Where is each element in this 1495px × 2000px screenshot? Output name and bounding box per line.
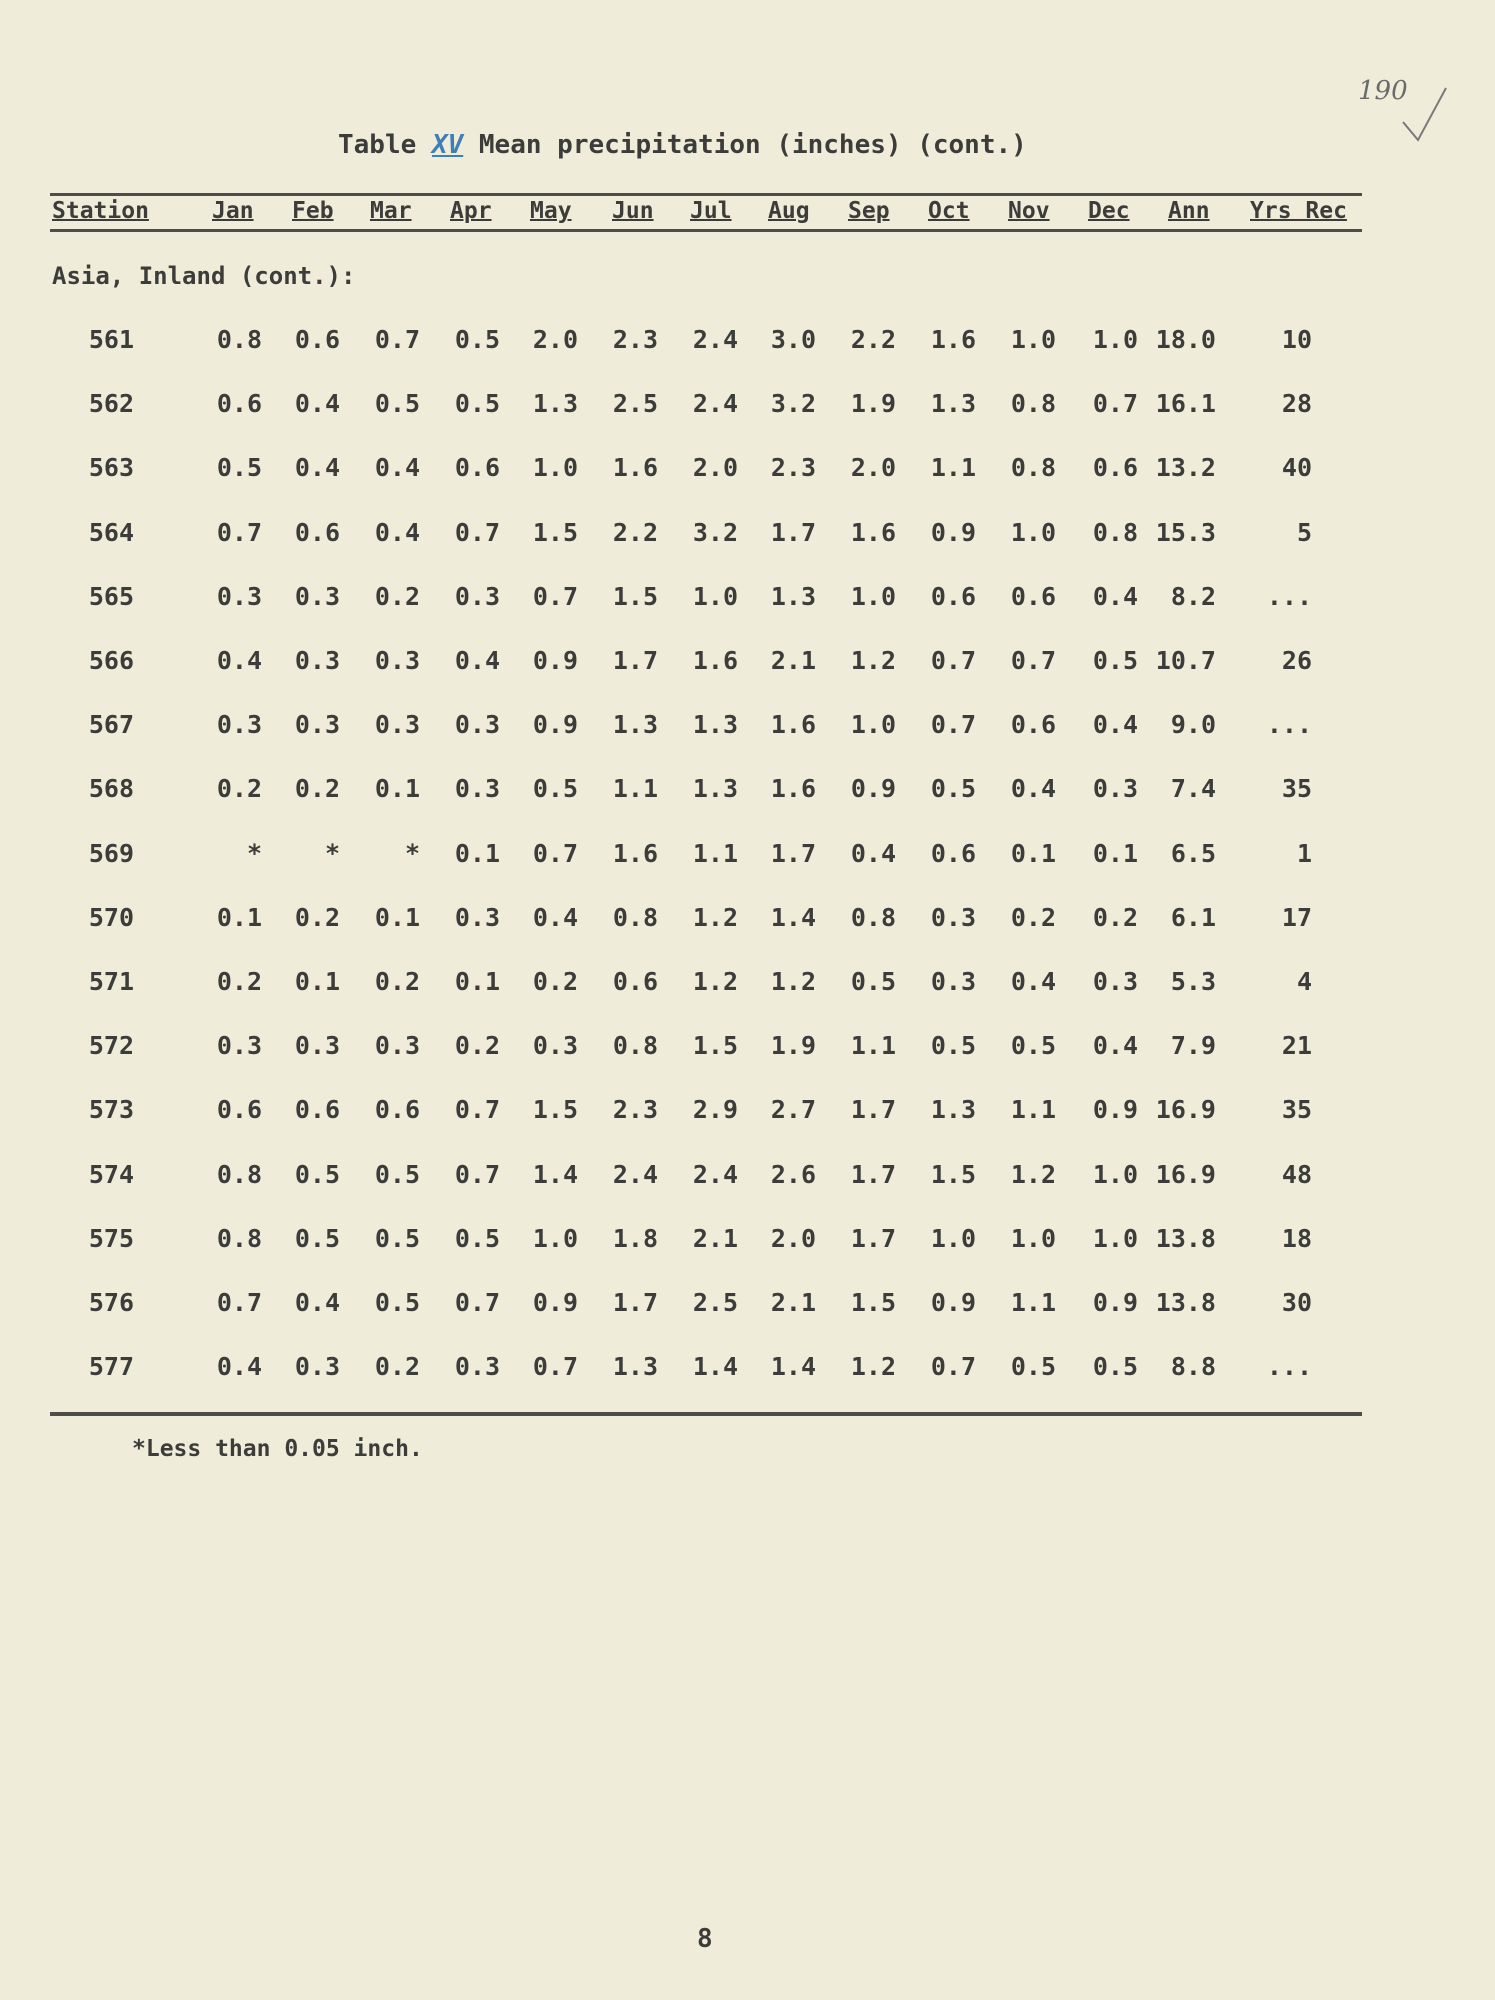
column-header-jul: Jul	[690, 198, 732, 224]
cell-apr: 0.3	[454, 1352, 500, 1381]
cell-ann: 10.7	[1155, 646, 1216, 675]
cell-dec: 1.0	[1092, 1224, 1138, 1253]
column-header-oct: Oct	[928, 198, 970, 224]
cell-ann: 7.4	[1170, 774, 1216, 803]
cell-jul: 1.2	[692, 903, 738, 932]
cell-may: 1.5	[532, 518, 578, 547]
cell-feb: 0.3	[294, 1031, 340, 1060]
cell-jul: 1.2	[692, 967, 738, 996]
cell-nov: 0.8	[1010, 389, 1056, 418]
cell-may: 0.4	[532, 903, 578, 932]
cell-jun: 1.6	[612, 839, 658, 868]
cell-oct: 0.9	[930, 1288, 976, 1317]
cell-mar: 0.5	[374, 1288, 420, 1317]
cell-sep: 1.7	[850, 1095, 896, 1124]
cell-oct: 0.7	[930, 1352, 976, 1381]
cell-dec: 0.3	[1092, 774, 1138, 803]
cell-apr: 0.7	[454, 1288, 500, 1317]
cell-may: 1.0	[532, 453, 578, 482]
cell-mar: 0.2	[374, 967, 420, 996]
cell-dec: 0.7	[1092, 389, 1138, 418]
cell-mar: 0.1	[374, 903, 420, 932]
cell-yrs-rec: 17	[1281, 903, 1312, 932]
cell-oct: 0.3	[930, 967, 976, 996]
cell-apr: 0.7	[454, 518, 500, 547]
cell-nov: 1.2	[1010, 1160, 1056, 1189]
cell-apr: 0.3	[454, 582, 500, 611]
cell-aug: 2.3	[770, 453, 816, 482]
cell-jun: 2.3	[612, 1095, 658, 1124]
cell-nov: 0.4	[1010, 967, 1056, 996]
cell-station: 577	[88, 1352, 134, 1381]
table-title-prefix: Table	[338, 130, 417, 160]
cell-may: 0.7	[532, 1352, 578, 1381]
cell-apr: 0.3	[454, 903, 500, 932]
cell-mar: *	[404, 839, 420, 868]
cell-dec: 0.2	[1092, 903, 1138, 932]
cell-aug: 3.0	[770, 325, 816, 354]
cell-dec: 1.0	[1092, 1160, 1138, 1189]
cell-yrs-rec: ...	[1266, 710, 1312, 739]
cell-ann: 18.0	[1155, 325, 1216, 354]
cell-sep: 0.4	[850, 839, 896, 868]
cell-station: 569	[88, 839, 134, 868]
cell-feb: 0.5	[294, 1224, 340, 1253]
cell-station: 575	[88, 1224, 134, 1253]
cell-apr: 0.6	[454, 453, 500, 482]
cell-may: 0.7	[532, 839, 578, 868]
footnote: *Less than 0.05 inch.	[132, 1436, 423, 1462]
cell-jun: 1.7	[612, 646, 658, 675]
cell-jun: 1.3	[612, 1352, 658, 1381]
cell-sep: 1.6	[850, 518, 896, 547]
cell-feb: 0.4	[294, 389, 340, 418]
cell-jul: 2.4	[692, 389, 738, 418]
cell-feb: 0.1	[294, 967, 340, 996]
cell-may: 0.2	[532, 967, 578, 996]
cell-jul: 2.4	[692, 1160, 738, 1189]
cell-nov: 0.6	[1010, 710, 1056, 739]
cell-oct: 1.0	[930, 1224, 976, 1253]
cell-mar: 0.3	[374, 1031, 420, 1060]
cell-feb: 0.6	[294, 1095, 340, 1124]
column-header-feb: Feb	[292, 198, 334, 224]
cell-jul: 1.1	[692, 839, 738, 868]
cell-aug: 1.6	[770, 774, 816, 803]
cell-yrs-rec: 10	[1281, 325, 1312, 354]
cell-oct: 0.5	[930, 774, 976, 803]
cell-jun: 1.1	[612, 774, 658, 803]
cell-ann: 16.9	[1155, 1160, 1216, 1189]
cell-aug: 1.4	[770, 903, 816, 932]
cell-mar: 0.5	[374, 1160, 420, 1189]
cell-ann: 7.9	[1170, 1031, 1216, 1060]
cell-aug: 1.3	[770, 582, 816, 611]
column-header-yrs-rec: Yrs Rec	[1250, 198, 1347, 224]
cell-may: 0.7	[532, 582, 578, 611]
cell-nov: 0.1	[1010, 839, 1056, 868]
cell-ann: 6.1	[1170, 903, 1216, 932]
cell-sep: 1.7	[850, 1224, 896, 1253]
cell-mar: 0.4	[374, 518, 420, 547]
cell-aug: 2.0	[770, 1224, 816, 1253]
cell-station: 566	[88, 646, 134, 675]
cell-may: 1.0	[532, 1224, 578, 1253]
cell-aug: 2.1	[770, 646, 816, 675]
column-header-jun: Jun	[612, 198, 654, 224]
cell-jul: 1.3	[692, 710, 738, 739]
cell-feb: 0.5	[294, 1160, 340, 1189]
handwritten-page-mark: 190	[1358, 76, 1408, 106]
cell-mar: 0.3	[374, 646, 420, 675]
cell-jul: 2.0	[692, 453, 738, 482]
cell-ann: 13.8	[1155, 1224, 1216, 1253]
cell-station: 568	[88, 774, 134, 803]
cell-dec: 1.0	[1092, 325, 1138, 354]
table-roman-numeral: XV	[431, 130, 464, 160]
cell-nov: 1.0	[1010, 1224, 1056, 1253]
cell-apr: 0.7	[454, 1160, 500, 1189]
cell-oct: 0.9	[930, 518, 976, 547]
cell-feb: 0.3	[294, 646, 340, 675]
cell-may: 0.9	[532, 1288, 578, 1317]
cell-oct: 1.6	[930, 325, 976, 354]
cell-mar: 0.6	[374, 1095, 420, 1124]
cell-sep: 0.8	[850, 903, 896, 932]
column-header-mar: Mar	[370, 198, 412, 224]
cell-nov: 0.5	[1010, 1352, 1056, 1381]
cell-apr: 0.5	[454, 389, 500, 418]
cell-sep: 1.0	[850, 710, 896, 739]
cell-aug: 1.6	[770, 710, 816, 739]
cell-mar: 0.1	[374, 774, 420, 803]
cell-yrs-rec: 30	[1281, 1288, 1312, 1317]
page-number: 8	[697, 1924, 713, 1954]
cell-may: 2.0	[532, 325, 578, 354]
cell-dec: 0.3	[1092, 967, 1138, 996]
cell-jul: 1.5	[692, 1031, 738, 1060]
cell-oct: 1.3	[930, 1095, 976, 1124]
column-header-aug: Aug	[768, 198, 810, 224]
cell-aug: 1.4	[770, 1352, 816, 1381]
cell-may: 0.5	[532, 774, 578, 803]
cell-jun: 0.8	[612, 903, 658, 932]
cell-mar: 0.5	[374, 389, 420, 418]
cell-station: 564	[88, 518, 134, 547]
cell-dec: 0.5	[1092, 1352, 1138, 1381]
cell-jan: 0.7	[216, 518, 262, 547]
cell-jan: 0.8	[216, 1160, 262, 1189]
cell-jan: 0.1	[216, 903, 262, 932]
cell-jun: 2.4	[612, 1160, 658, 1189]
cell-jul: 3.2	[692, 518, 738, 547]
cell-ann: 5.3	[1170, 967, 1216, 996]
cell-feb: 0.3	[294, 1352, 340, 1381]
cell-apr: 0.5	[454, 1224, 500, 1253]
cell-jan: 0.2	[216, 774, 262, 803]
table-header-row	[0, 198, 1495, 228]
cell-dec: 0.4	[1092, 582, 1138, 611]
cell-jul: 2.1	[692, 1224, 738, 1253]
cell-station: 567	[88, 710, 134, 739]
column-header-nov: Nov	[1008, 198, 1050, 224]
cell-mar: 0.2	[374, 1352, 420, 1381]
cell-jan: 0.6	[216, 1095, 262, 1124]
cell-jan: 0.4	[216, 1352, 262, 1381]
cell-yrs-rec: 21	[1281, 1031, 1312, 1060]
cell-aug: 2.1	[770, 1288, 816, 1317]
cell-sep: 1.5	[850, 1288, 896, 1317]
cell-sep: 1.0	[850, 582, 896, 611]
cell-dec: 0.9	[1092, 1288, 1138, 1317]
cell-nov: 1.1	[1010, 1095, 1056, 1124]
cell-may: 0.9	[532, 646, 578, 675]
cell-nov: 0.4	[1010, 774, 1056, 803]
cell-apr: 0.1	[454, 967, 500, 996]
cell-jan: 0.2	[216, 967, 262, 996]
table-bottom-rule	[50, 1412, 1362, 1416]
cell-jan: 0.3	[216, 710, 262, 739]
cell-sep: 0.5	[850, 967, 896, 996]
column-header-sep: Sep	[848, 198, 890, 224]
cell-aug: 3.2	[770, 389, 816, 418]
cell-ann: 16.9	[1155, 1095, 1216, 1124]
cell-sep: 1.9	[850, 389, 896, 418]
cell-apr: 0.7	[454, 1095, 500, 1124]
cell-apr: 0.1	[454, 839, 500, 868]
cell-jul: 2.9	[692, 1095, 738, 1124]
cell-yrs-rec: ...	[1266, 582, 1312, 611]
cell-dec: 0.5	[1092, 646, 1138, 675]
cell-apr: 0.3	[454, 774, 500, 803]
column-header-may: May	[530, 198, 572, 224]
column-header-dec: Dec	[1088, 198, 1130, 224]
handwritten-check-mark-icon	[1400, 84, 1450, 144]
cell-sep: 0.9	[850, 774, 896, 803]
cell-apr: 0.4	[454, 646, 500, 675]
cell-station: 561	[88, 325, 134, 354]
cell-feb: 0.4	[294, 453, 340, 482]
cell-jun: 2.3	[612, 325, 658, 354]
cell-sep: 1.1	[850, 1031, 896, 1060]
cell-sep: 1.2	[850, 646, 896, 675]
cell-yrs-rec: 26	[1281, 646, 1312, 675]
cell-jan: 0.3	[216, 1031, 262, 1060]
cell-jun: 0.8	[612, 1031, 658, 1060]
cell-jan: 0.6	[216, 389, 262, 418]
cell-mar: 0.5	[374, 1224, 420, 1253]
section-label: Asia, Inland (cont.):	[52, 262, 356, 290]
cell-feb: 0.6	[294, 325, 340, 354]
cell-jan: *	[246, 839, 262, 868]
cell-yrs-rec: 5	[1296, 518, 1312, 547]
cell-yrs-rec: 35	[1281, 1095, 1312, 1124]
cell-oct: 0.5	[930, 1031, 976, 1060]
cell-jan: 0.3	[216, 582, 262, 611]
cell-aug: 1.9	[770, 1031, 816, 1060]
cell-ann: 16.1	[1155, 389, 1216, 418]
cell-yrs-rec: ...	[1266, 1352, 1312, 1381]
cell-nov: 0.8	[1010, 453, 1056, 482]
cell-dec: 0.9	[1092, 1095, 1138, 1124]
cell-may: 1.4	[532, 1160, 578, 1189]
cell-nov: 0.2	[1010, 903, 1056, 932]
cell-jun: 1.8	[612, 1224, 658, 1253]
cell-jan: 0.4	[216, 646, 262, 675]
cell-jan: 0.5	[216, 453, 262, 482]
cell-yrs-rec: 35	[1281, 774, 1312, 803]
cell-feb: 0.2	[294, 903, 340, 932]
cell-station: 565	[88, 582, 134, 611]
cell-jun: 1.3	[612, 710, 658, 739]
cell-dec: 0.4	[1092, 1031, 1138, 1060]
cell-station: 572	[88, 1031, 134, 1060]
cell-ann: 13.2	[1155, 453, 1216, 482]
cell-oct: 0.3	[930, 903, 976, 932]
cell-sep: 1.7	[850, 1160, 896, 1189]
cell-may: 1.3	[532, 389, 578, 418]
cell-sep: 2.2	[850, 325, 896, 354]
cell-ann: 13.8	[1155, 1288, 1216, 1317]
cell-station: 573	[88, 1095, 134, 1124]
cell-oct: 0.7	[930, 710, 976, 739]
cell-jul: 2.5	[692, 1288, 738, 1317]
cell-nov: 1.0	[1010, 518, 1056, 547]
cell-apr: 0.2	[454, 1031, 500, 1060]
cell-oct: 1.5	[930, 1160, 976, 1189]
cell-yrs-rec: 1	[1296, 839, 1312, 868]
cell-station: 576	[88, 1288, 134, 1317]
column-header-station: Station	[52, 198, 149, 224]
cell-aug: 2.6	[770, 1160, 816, 1189]
cell-feb: 0.3	[294, 710, 340, 739]
cell-jun: 2.5	[612, 389, 658, 418]
cell-jan: 0.8	[216, 325, 262, 354]
cell-ann: 8.2	[1170, 582, 1216, 611]
column-header-apr: Apr	[450, 198, 492, 224]
cell-mar: 0.2	[374, 582, 420, 611]
cell-station: 574	[88, 1160, 134, 1189]
cell-sep: 1.2	[850, 1352, 896, 1381]
cell-dec: 0.6	[1092, 453, 1138, 482]
cell-nov: 1.1	[1010, 1288, 1056, 1317]
cell-mar: 0.4	[374, 453, 420, 482]
cell-jun: 2.2	[612, 518, 658, 547]
cell-station: 571	[88, 967, 134, 996]
cell-jul: 1.0	[692, 582, 738, 611]
cell-oct: 1.1	[930, 453, 976, 482]
cell-ann: 15.3	[1155, 518, 1216, 547]
cell-feb: 0.2	[294, 774, 340, 803]
cell-yrs-rec: 48	[1281, 1160, 1312, 1189]
cell-ann: 8.8	[1170, 1352, 1216, 1381]
cell-dec: 0.4	[1092, 710, 1138, 739]
cell-jun: 1.6	[612, 453, 658, 482]
cell-jul: 1.6	[692, 646, 738, 675]
cell-oct: 0.6	[930, 839, 976, 868]
cell-may: 0.3	[532, 1031, 578, 1060]
cell-dec: 0.8	[1092, 518, 1138, 547]
cell-sep: 2.0	[850, 453, 896, 482]
cell-jan: 0.7	[216, 1288, 262, 1317]
cell-ann: 9.0	[1170, 710, 1216, 739]
cell-apr: 0.3	[454, 710, 500, 739]
cell-feb: 0.4	[294, 1288, 340, 1317]
cell-oct: 0.6	[930, 582, 976, 611]
header-bottom-rule	[50, 229, 1362, 232]
cell-oct: 0.7	[930, 646, 976, 675]
cell-jul: 2.4	[692, 325, 738, 354]
cell-aug: 1.2	[770, 967, 816, 996]
cell-yrs-rec: 4	[1296, 967, 1312, 996]
cell-jul: 1.3	[692, 774, 738, 803]
cell-nov: 1.0	[1010, 325, 1056, 354]
cell-feb: 0.6	[294, 518, 340, 547]
cell-station: 570	[88, 903, 134, 932]
cell-nov: 0.7	[1010, 646, 1056, 675]
cell-aug: 1.7	[770, 518, 816, 547]
cell-aug: 1.7	[770, 839, 816, 868]
cell-jun: 1.7	[612, 1288, 658, 1317]
cell-aug: 2.7	[770, 1095, 816, 1124]
cell-ann: 6.5	[1170, 839, 1216, 868]
cell-feb: *	[324, 839, 340, 868]
cell-nov: 0.5	[1010, 1031, 1056, 1060]
cell-feb: 0.3	[294, 582, 340, 611]
cell-nov: 0.6	[1010, 582, 1056, 611]
cell-yrs-rec: 18	[1281, 1224, 1312, 1253]
column-header-ann: Ann	[1168, 198, 1210, 224]
cell-station: 563	[88, 453, 134, 482]
cell-may: 1.5	[532, 1095, 578, 1124]
column-header-jan: Jan	[212, 198, 254, 224]
table-title	[338, 130, 1027, 160]
cell-yrs-rec: 28	[1281, 389, 1312, 418]
cell-yrs-rec: 40	[1281, 453, 1312, 482]
cell-oct: 1.3	[930, 389, 976, 418]
cell-may: 0.9	[532, 710, 578, 739]
cell-jan: 0.8	[216, 1224, 262, 1253]
cell-dec: 0.1	[1092, 839, 1138, 868]
cell-mar: 0.3	[374, 710, 420, 739]
cell-station: 562	[88, 389, 134, 418]
cell-jul: 1.4	[692, 1352, 738, 1381]
header-top-rule	[50, 193, 1362, 196]
cell-jun: 1.5	[612, 582, 658, 611]
cell-mar: 0.7	[374, 325, 420, 354]
cell-apr: 0.5	[454, 325, 500, 354]
table-title-text: Mean precipitation (inches) (cont.)	[478, 130, 1027, 160]
cell-jun: 0.6	[612, 967, 658, 996]
